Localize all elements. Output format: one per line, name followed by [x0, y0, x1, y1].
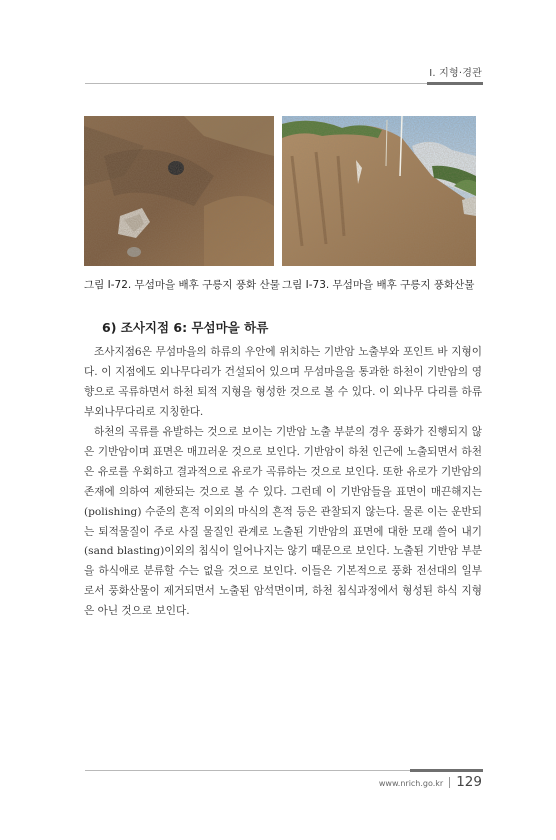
photo-hillslope-weathering: [282, 116, 476, 266]
body-paragraph: 하천의 곡류를 유발하는 것으로 보이는 기반암 노출 부분의 경우 풍화가 진행되지 않은 기반암이며 표면은 매끄러운 것으로 보인다. 기반암이 하천 인근에 노출되면서 하천은 유로를 우회하고 결과적으로 유로가 곡류하는 것으로 보인다. 또한 유로가 기반암의 존재에 의하여 제한되는 것으로 볼 수 있다. 그런데 이 기반암들을 표면이 매끈해지는(polishing) 수준의 흔적 이외의 마식의 흔적 등은 관찰되지 않는다. 물론 이는 운반되는 퇴적물질이 주로 사질 물질인 관계로 노출된 기반암의 표면에 대한 모래 쓸어 내기(sand blasting)이외의 침식이 일어나지는 않기 때문으로 보인다. 노출된 기반암 부분을 하식애로 분류할 수는 없을 것으로 보인다. 이들은 기본적으로 풍화 전선대의 일부로서 풍화산물이 제거되면서 노출된 암석면이며, 하천 침식과정에서 형성된 하식 지형은 아닌 것으로 보인다.: [84, 426, 482, 618]
header-rule: [85, 83, 483, 84]
photo-weathered-gravel: [84, 116, 274, 266]
page-footer: [379, 774, 482, 790]
footer-url: www.nrich.go.kr: [378, 779, 444, 788]
body-paragraph: 조사지점6은 무섬마을의 하류의 우안에 위치하는 기반암 노출부와 포인트 바 지형이다. 이 지점에도 외나무다리가 건설되어 있으며 무섬마을을 통과한 하천이 기반암의 영향으로 곡류하면서 하천 퇴적 지형을 형성한 것으로 볼 수 있다. 이 외나무 다리를 하류부외나무다리로 지칭한다.: [84, 346, 482, 418]
page-number: 129: [456, 774, 482, 790]
header-rule-accent: [427, 82, 483, 85]
footer-rule-accent: [410, 769, 483, 772]
section-heading: 6) 조사지점 6: 무섬마을 하류: [102, 320, 269, 335]
figure-caption: 그림 Ⅰ-73. 무섬마을 배후 구릉지 풍화산물: [282, 279, 475, 291]
footer-separator: [449, 777, 450, 788]
section-tag: Ⅰ. 지형·경관: [429, 68, 482, 79]
figure-caption: 그림 Ⅰ-72. 무섬마을 배후 구릉지 풍화 산물: [84, 279, 280, 291]
